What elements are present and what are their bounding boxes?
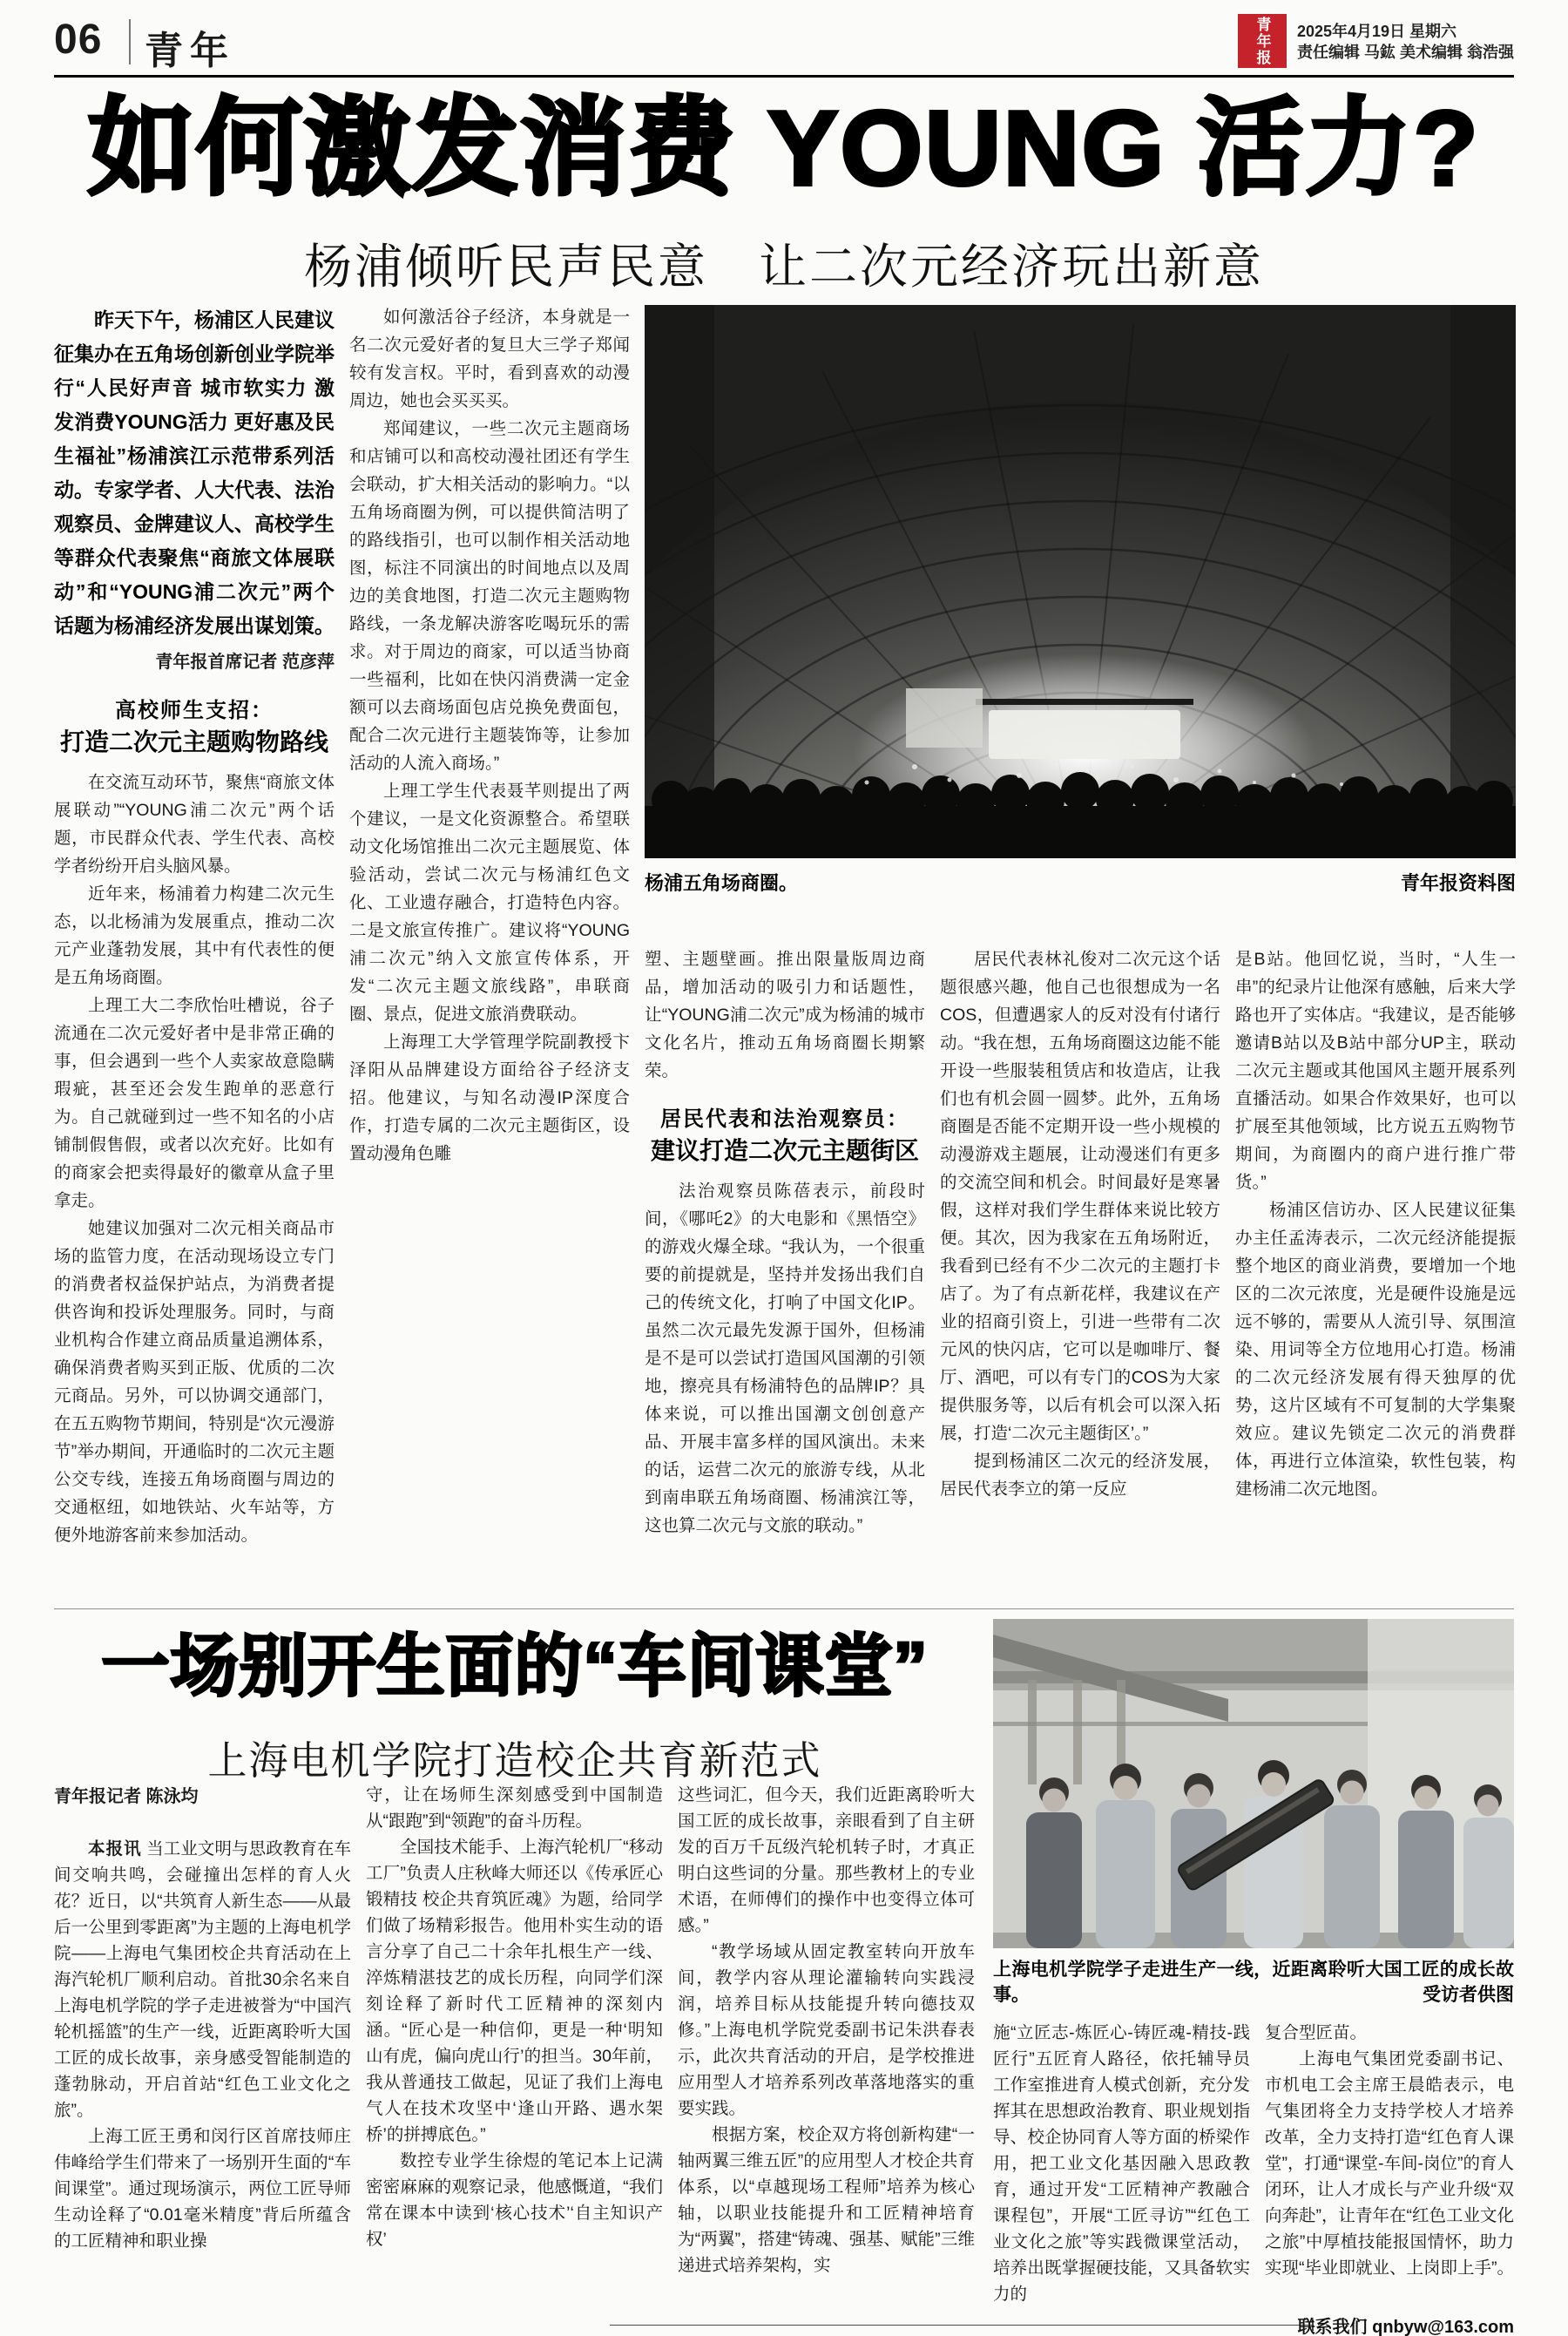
paragraph: 上海电气集团党委副书记、市机电工会主席王晨皓表示，电气集团将全力支持学校人才培养改革，全力支持打造“红色育人课堂”，打通“课堂-车间-岗位”的育人闭环，让人才成长与产业升级“双向奔赴”，让青年在“红色工业文化之旅”中厚植技能报国情怀，助力实现“毕业即就业、上岗即上手”。 [1265,2049,1514,2278]
article1-column-1 [54,303,335,1593]
h-bold: 打造二次元主题购物路线 [59,728,328,755]
article1-subheadline: 杨浦倾听民声民意 让二次元经济玩出新意 [303,240,1264,294]
section-title: 青年 [145,30,235,72]
photo-caption-text: 上海电机学院学子走进生产一线，近距离聆听大国工匠的成长故事。 [993,1960,1514,2005]
paragraph: 这些词汇，但今天，我们近距离聆听大国工匠的成长故事，亲眼看到了自主研发的百万千瓦级汽轮机转子时，才真正明白这些词的分量。那些教材上的专业术语，在师傅们的操作中也变得立体可感。” [678,1785,975,1935]
article2-subheadline: 上海电机学院打造校企共育新范式 [207,1738,822,1783]
masthead-dates [1297,14,1514,63]
footer-rule [610,2325,1312,2326]
article2-photo-caption [993,1957,1514,2008]
article1-column-3 [645,945,925,1592]
paragraph: 塑、主题壁画。推出限量版周边商品，增加活动的吸引力和话题性，让“YOUNG浦二次元”成为杨浦的城市文化名片，推动五角场商圈长期繁荣。 [645,950,925,1080]
qingnianbao-logo: 青年报 [1238,14,1287,68]
article2-column-1 [54,1782,351,2324]
paragraph: 法治观察员陈蓓表示，前段时间，《哪吒2》的大电影和《黑悟空》的游戏火爆全球。“我认为，一个很重要的前提就是，坚持并发扬出我们自己的传统文化，打响了中国文化IP。虽然二次元最先发源于国外，但杨浦是不是可以尝试打造国风国潮的引领地，擦亮具有杨浦特色的品牌IP？具体来说，可以推出国潮文创创意产品、开展丰富多样的国风演出。未来的话，运营二次元的旅游专线，从北到南串联五角场商圈、杨浦滨江等，这也算二次元与文旅的联动。” [645,1182,925,1535]
paragraph: 复合型匠苗。 [1265,2023,1368,2042]
h-kai: 高校师生支招： [115,700,274,722]
article1-photo [645,305,1516,858]
paragraph: “教学场域从固定教室转向开放车间，教学内容从理论灌输转向实践浸润，培养目标从技能提升转向德技双修。”上海电机学院党委副书记朱洪春表示，此次共育活动的开启，是学校推进应用型人才培养系列改革落地落实的重要实践。 [678,1942,975,2118]
paragraph: 近年来，杨浦着力构建二次元生态，以北杨浦为发展重点，推动二次元产业蓬勃发展，其中有代表性的便是五角场商圈。 [54,884,335,987]
article2-photo [993,1619,1514,1948]
paragraph: 居民代表林礼俊对二次元这个话题很感兴趣，他自己也很想成为一名COS，但遭遇家人的反对没有付诸行动。“我在想，五角场商圈这边能不能开设一些服装租赁店和妆造店，让我们也有机会圆一圆梦。此外，五角场商圈是否能不定期开设一些小规模的动漫游戏主题展，让动漫迷们有更多的交流空间和机会。时间最好是寒暑假，这样对我们学生群体来说比较方便。其次，因为我家在五角场附近，我看到已经有不少二次元的主题打卡店了。为了有点新花样，我建议在产业的招商引资上，引进一些带有二次元风的快闪店，它可以是咖啡厅、餐厅、酒吧，可以有专门的COS为大家提供服务等，以后有机会可以深入拓展，打造‘二次元主题街区’。” [940,950,1220,1443]
paragraph: 如何激活谷子经济，本身就是一名二次元爱好者的复旦大三学子郑闻较有发言权。平时，看到喜欢的动漫周边，她也会买买买。 [349,308,630,410]
paragraph: 上海理工大学管理学院副教授卞泽阳从品牌建设方面给谷子经济支招。他建议，与知名动漫IP深度合作，打造专属的二次元主题街区，设置动漫角色雕 [349,1033,630,1163]
paragraph: 数控专业学生徐煜的笔记本上记满密密麻麻的观察记录，他感慨道，“我们常在课本中读到‘核心技术’‘自主知识产权’ [366,2151,663,2249]
paragraph: 昨天下午，杨浦区人民建议征集办在五角场创新创业学院举行“人民好声音 城市软实力 激发消费YOUNG活力 更好惠及民生福祉”杨浦滨江示范带系列活动。专家学者、人大代表、法治观察员、金牌建议人、高校学生等群众代表聚焦“商旅文体展联动”和“YOUNG浦二次元”两个话题为杨浦经济发展出谋划策。 [54,308,335,637]
paragraph: 施“立匠志-炼匠心-铸匠魂-精技-践匠行”五匠育人路径，依托辅导员工作室推进育人模式创新，充分发挥其在思想政治教育、职业规划指导、校企协同育人等方面的桥梁作用，把工业文化基因融入思政教育，通过开发“工匠精神产教融合课程包”，开展“工匠寻访”“红色工业文化之旅”等实践微课堂活动，培养出既掌握硬技能，又具备软实力的 [993,2023,1250,2304]
paragraph: 她建议加强对二次元相关商品市场的监管力度，在活动现场设立专门的消费者权益保护站点，为消费者提供咨询和投诉处理服务。同时，与商业机构合作建立商品质量追溯体系，确保消费者购买到正版、优质的二次元商品。另外，可以协调交通部门，在五五购物节期间，特别是“次元漫游节”举办期间，开通临时的二次元主题公交专线，连接五角场商圈与周边的交通枢纽，如地铁站、火车站等，方便外地游客前来参加活动。 [54,1219,335,1545]
article-separator-rule [54,1608,1514,1609]
masthead [54,14,1514,71]
article1-column-2 [349,303,630,1593]
h-bold: 建议打造二次元主题街区 [650,1137,919,1164]
paragraph: 本报讯 当工业文明与思政教育在车间交响共鸣，会碰撞出怎样的育人火花？近日，以“共筑育人新生态——从最后一公里到零距离”为主题的上海电机学院——上海电气集团校企共育活动在上海汽轮机厂顺利启动。首批30余名来自上海电机学院的学子走进被誉为“中国汽轮机摇篮”的生产一线，近距离聆听大国工匠的成长故事，亲身感受智能制造的蓬勃脉动，开启首站“红色工业文化之旅”。 [54,1839,351,2120]
article1-headline: 如何激发消费 YOUNG 活力? [88,89,1480,207]
article1-column-4 [940,945,1220,1592]
article2-headline: 一场别开生面的“车间课堂” [101,1628,929,1704]
masthead-right [1238,14,1514,68]
photo-caption-text: 杨浦五角场商圈。 [645,872,799,894]
article2-column-3 [678,1782,975,2324]
paragraph: 全国技术能手、上海汽轮机厂“移动工厂”负责人庄秋峰大师还以《传承匠心锻精技 校企共育筑匠魂》为题，给同学们做了场精彩报告。他用朴实生动的语言分享了自己二十余年扎根生产一线、淬炼精湛技艺的成长历程，向同学们深刻诠释了新时代工匠精神的深刻内涵。“匠心是一种信仰，更是一种‘明知山有虎，偏向虎山行’的担当。30年前，我从普通技工做起，见证了我们上海电气人在技术攻坚中‘逢山开路、遇水架桥’的拼搏底色。” [366,1838,663,2144]
h-kai: 居民代表和法治观察员： [660,1108,909,1131]
article2-column-5 [1265,2020,1514,2326]
date-line: 2025年4月19日 星期六 [1296,23,1457,40]
masthead-rule [54,75,1514,78]
mall-dome-photo-image [645,305,1516,858]
photo-credit-text: 受访者供图 [1423,1985,1514,2005]
contact-email: 联系我们 qnbyw@163.com [1297,2318,1514,2336]
workshop-photo-image [993,1619,1514,1948]
paragraph: 提到杨浦区二次元的经济发展，居民代表李立的第一反应 [940,1452,1220,1499]
paragraph: 上理工大二李欣怡吐槽说，谷子流通在二次元爱好者中是非常正确的事，但会遇到一些个人卖家故意隐瞒瑕疵，甚至还会发生跑单的恶意行为。自己就碰到过一些不知名的小店铺制假售假，或者以次充好。比如有的商家会把卖得最好的徽章从盒子里拿走。 [54,996,335,1210]
right-wall [1450,305,1516,858]
photo-credit-text: 青年报资料图 [1400,872,1516,894]
masthead-divider [129,19,131,64]
byline-r: 青年报首席记者 范彦萍 [155,653,335,672]
page-number: 06 [54,17,103,63]
left-wall [645,305,714,858]
paragraph: 郑闻建议，一些二次元主题商场和店铺可以和高校动漫社团还有学生会联动，扩大相关活动的影响力。“以五角场商圈为例，可以提供简洁明了的路线指引，也可以制作相关活动地图，标注不同演出的时间地点以及周边的美食地图，打造二次元主题购物路线，一条龙解决游客吃喝玩乐的需求。对于周边的商家，可以适当协商一些福利，比如在快闪消费满一定金额可以去商场面包店兑换免费面包，配合二次元进行主题装饰等，让参加活动的人流入商场。” [349,419,630,773]
article2-column-4 [993,2020,1250,2326]
article2-column-2 [366,1782,663,2324]
article1-column-5 [1235,945,1516,1592]
paragraph: 在交流互动环节，聚焦“商旅文体展联动”“YOUNG浦二次元”两个话题，市民群众代表、学生代表、高校学者纷纷开启头脑风暴。 [54,773,335,876]
paragraph: 杨浦区信访办、区人民建议征集办主任孟涛表示，二次元经济能提振整个地区的商业消费，要增加一个地区的二次元浓度，光是硬件设施是远远不够的，需要从人流引导、氛围渲染、用词等全方位地用心打造。杨浦的二次元经济发展有得天独厚的优势，这片区域有不可复制的大学集聚效应。建议先锁定二次元的消费群体，再进行立体渲染，软性包装，构建杨浦二次元地图。 [1235,1201,1516,1499]
paragraph: 根据方案，校企双方将创新构建“一轴两翼三维五匠”的应用型人才校企共育体系，以“卓越现场工程师”培养为核心轴，以职业技能提升和工匠精神培育为“两翼”，搭建“铸魂、强基、赋能”三维递进式培养架构，实 [678,2125,975,2275]
paragraph: 是B站。他回忆说，当时，“人生一串”的纪录片让他深有感触，后来大学路也开了实体店。“我建议，是否能够邀请B站以及B站中部分UP主，联动二次元主题或其他国风主题开展系列直播活动。如果合作效果好，也可以扩展至其他领域，比方说五五购物节期间，为商圈内的商户进行推广带货。” [1235,950,1516,1192]
editors-line: 责任编辑 马鈜 美术编辑 翁浩强 [1296,44,1514,61]
paragraph: 上海工匠王勇和闵行区首席技师庄伟峰给学生们带来了一场别开生面的“车间课堂”。通过现场演示，两位工匠导师生动诠释了“0.01毫米精度”背后所蕴含的工匠精神和职业操 [54,2127,351,2251]
paragraph: 上理工学生代表聂芊则提出了两个建议，一是文化资源整合。希望联动文化场馆推出二次元主题展览、体验活动，尝试二次元与杨浦红色文化、工业遗存融合，打造特色内容。二是文旅宣传推广。建议将“YOUNG浦二次元”纳入文旅宣传体系，开发“二次元主题文旅线路”，串联商圈、景点，促进文旅消费联动。 [349,782,630,1024]
byline-l: 青年报记者 陈泳均 [54,1787,199,1806]
paragraph: 守，让在场师生深刻感受到中国制造从“跟跑”到“领跑”的奋斗历程。 [366,1785,663,1831]
article1-photo-caption [645,869,1516,896]
